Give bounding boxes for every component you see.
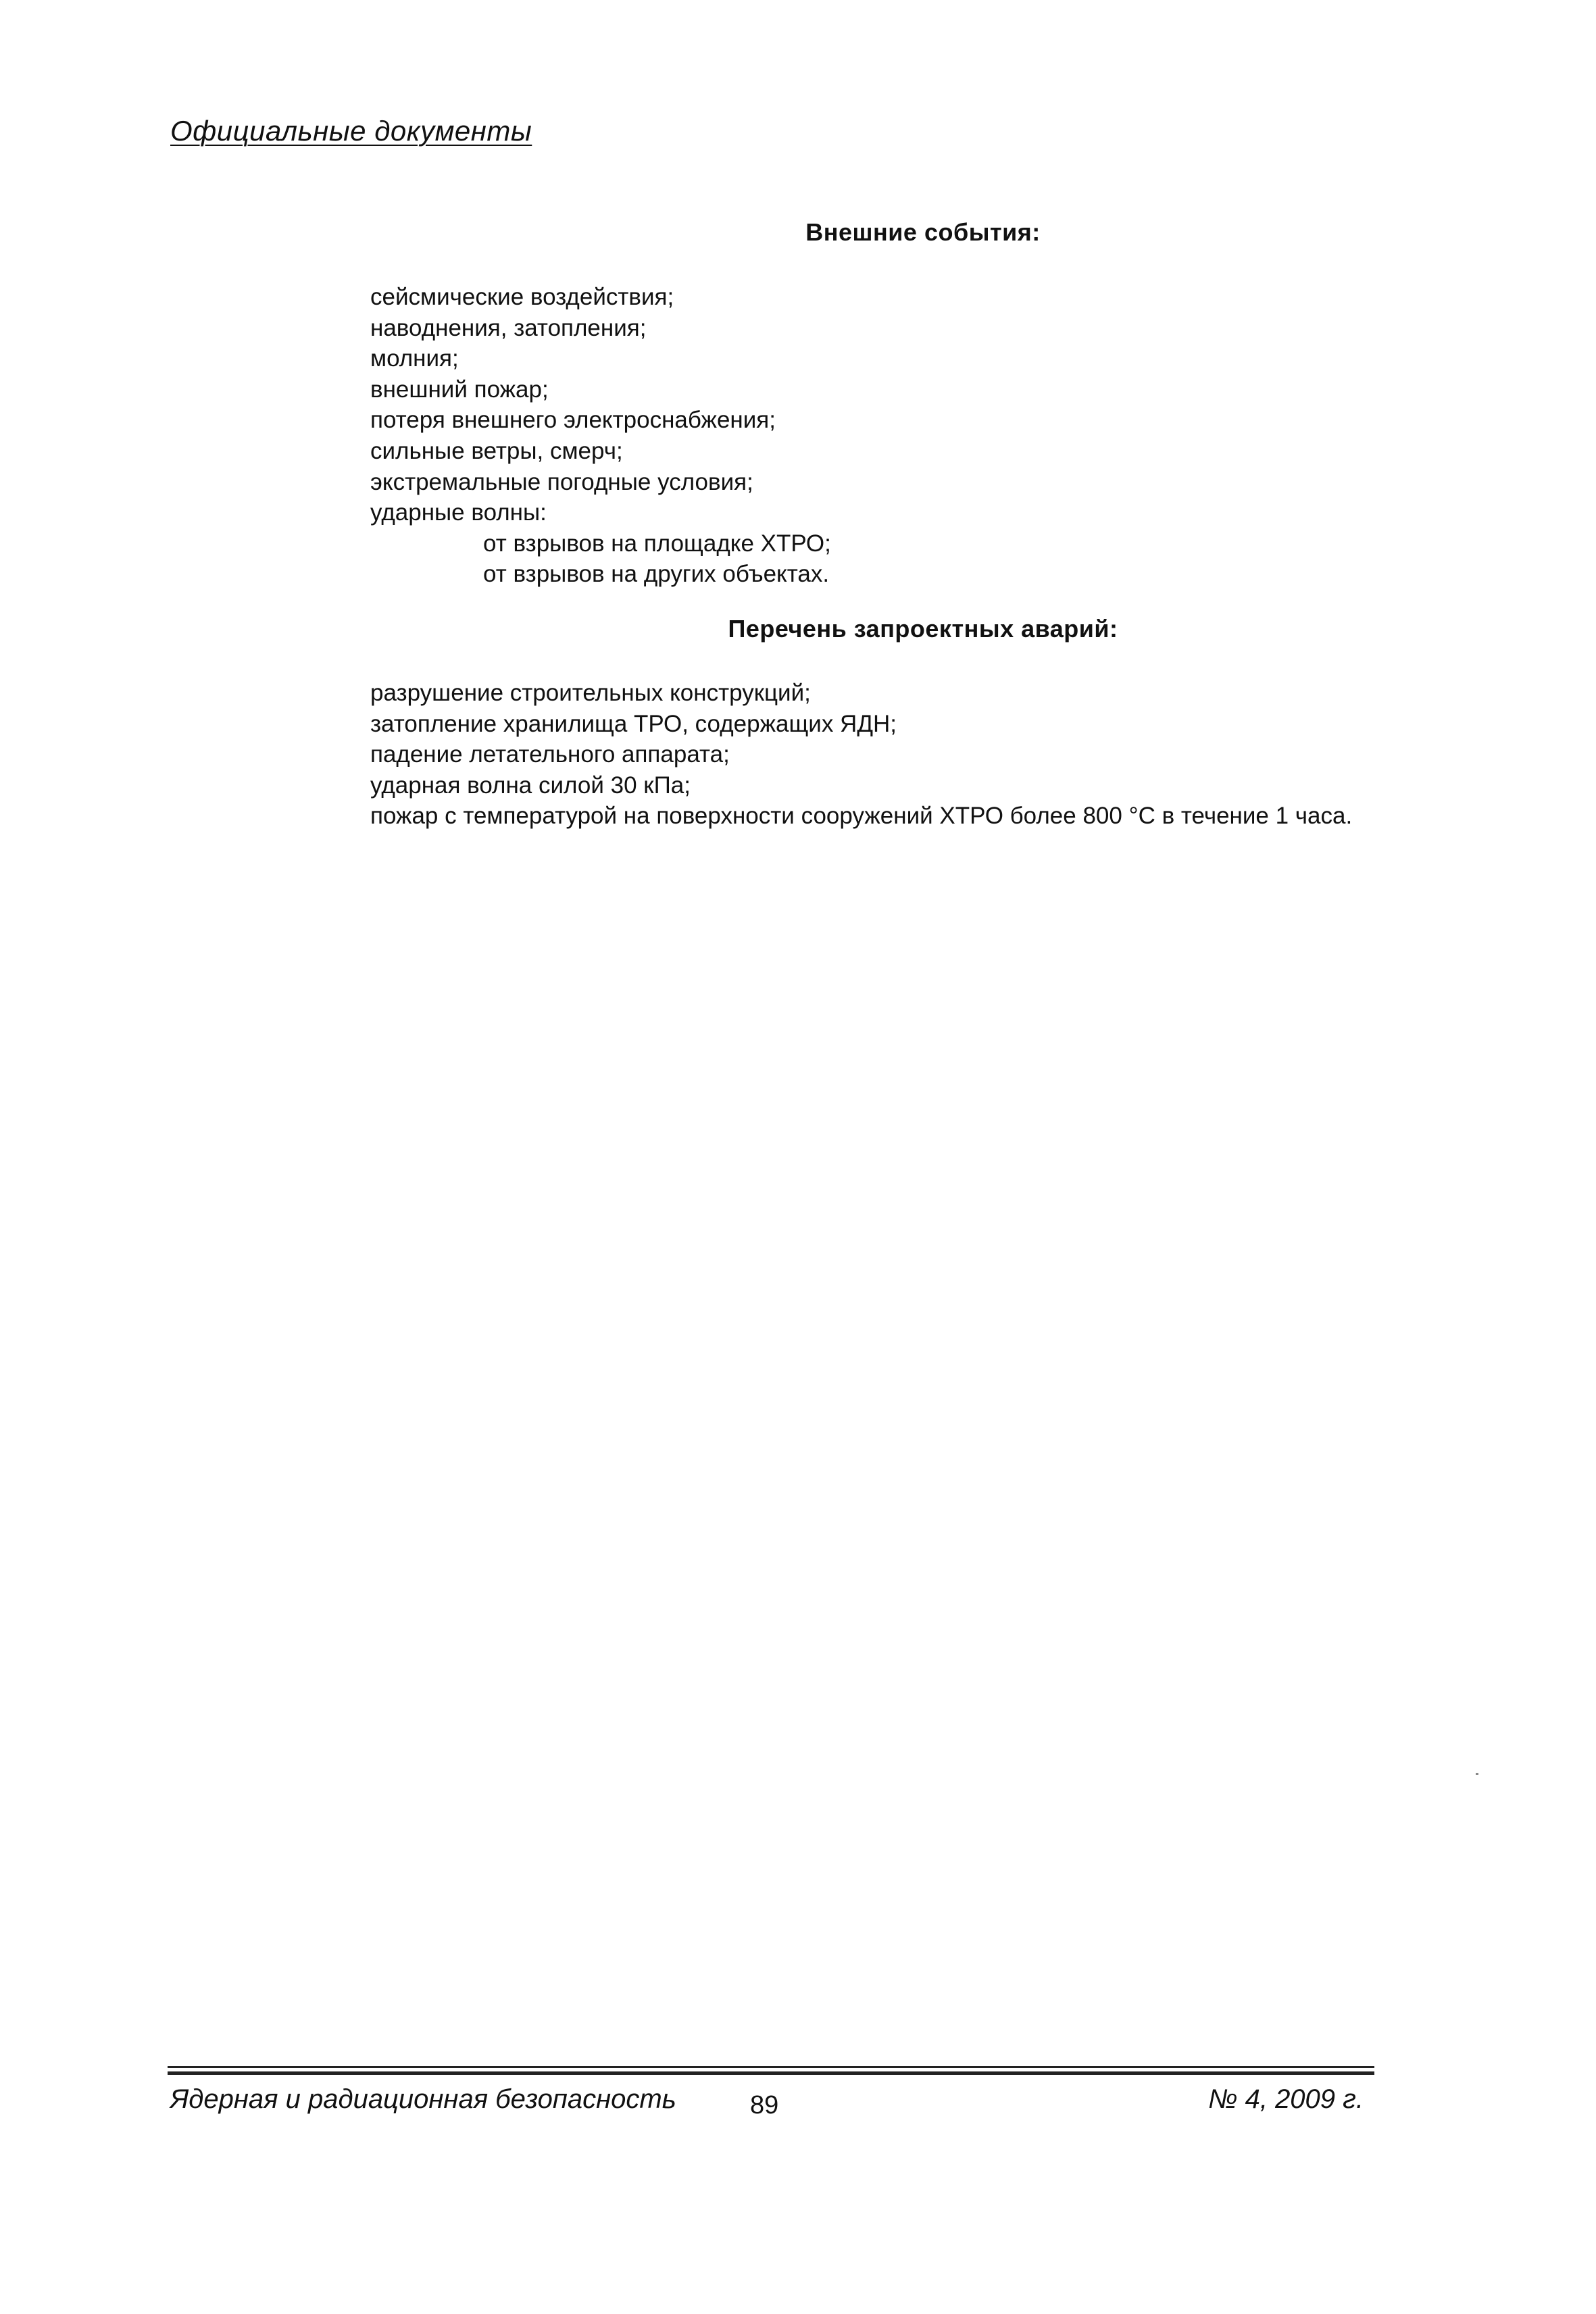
list-item: падение летательного аппарата; <box>370 741 730 768</box>
external-events-list <box>370 282 1357 590</box>
issue-number: № 4, 2009 г. <box>1208 2084 1364 2114</box>
list-item-label: ударные волны: <box>370 499 547 526</box>
list-item: затопление хранилища ТРО, содержащих ЯДН; <box>370 710 897 737</box>
beyond-design-accidents-heading: Перечень запроектных аварий: <box>728 615 1118 643</box>
list-item: ударная волна силой 30 кПа; <box>370 772 691 799</box>
footer-divider-thin <box>168 2066 1374 2068</box>
list-item: разрушение строительных конструкций; <box>370 680 811 706</box>
list-item: сейсмические воздействия; <box>370 284 674 310</box>
list-item: молния; <box>370 345 459 372</box>
list-item: потеря внешнего электроснабжения; <box>370 407 776 434</box>
scan-artifact <box>1476 1773 1478 1775</box>
list-item: внешний пожар; <box>370 376 549 403</box>
list-item: наводнения, затопления; <box>370 314 647 341</box>
footer-divider-thick <box>168 2071 1374 2075</box>
beyond-design-accidents-list <box>370 678 1357 832</box>
external-events-heading: Внешние события: <box>805 218 1041 246</box>
list-item: экстремальные погодные условия; <box>370 468 753 495</box>
journal-title: Ядерная и радиационная безопасность <box>170 2084 676 2114</box>
list-item: пожар с температурой на поверхности сооружений ХТРО более 800 °С в течение 1 часа. <box>370 803 1353 830</box>
page-number: 89 <box>750 2091 779 2119</box>
sub-list-item: от взрывов на площадке ХТРО; <box>483 530 831 557</box>
section-title: Официальные документы <box>170 115 532 147</box>
shock-wave-sub-list <box>370 528 1357 590</box>
list-item <box>370 497 1357 590</box>
page-footer <box>168 2084 1374 2125</box>
list-item: сильные ветры, смерч; <box>370 437 623 464</box>
sub-list-item: от взрывов на других объектах. <box>483 561 830 588</box>
